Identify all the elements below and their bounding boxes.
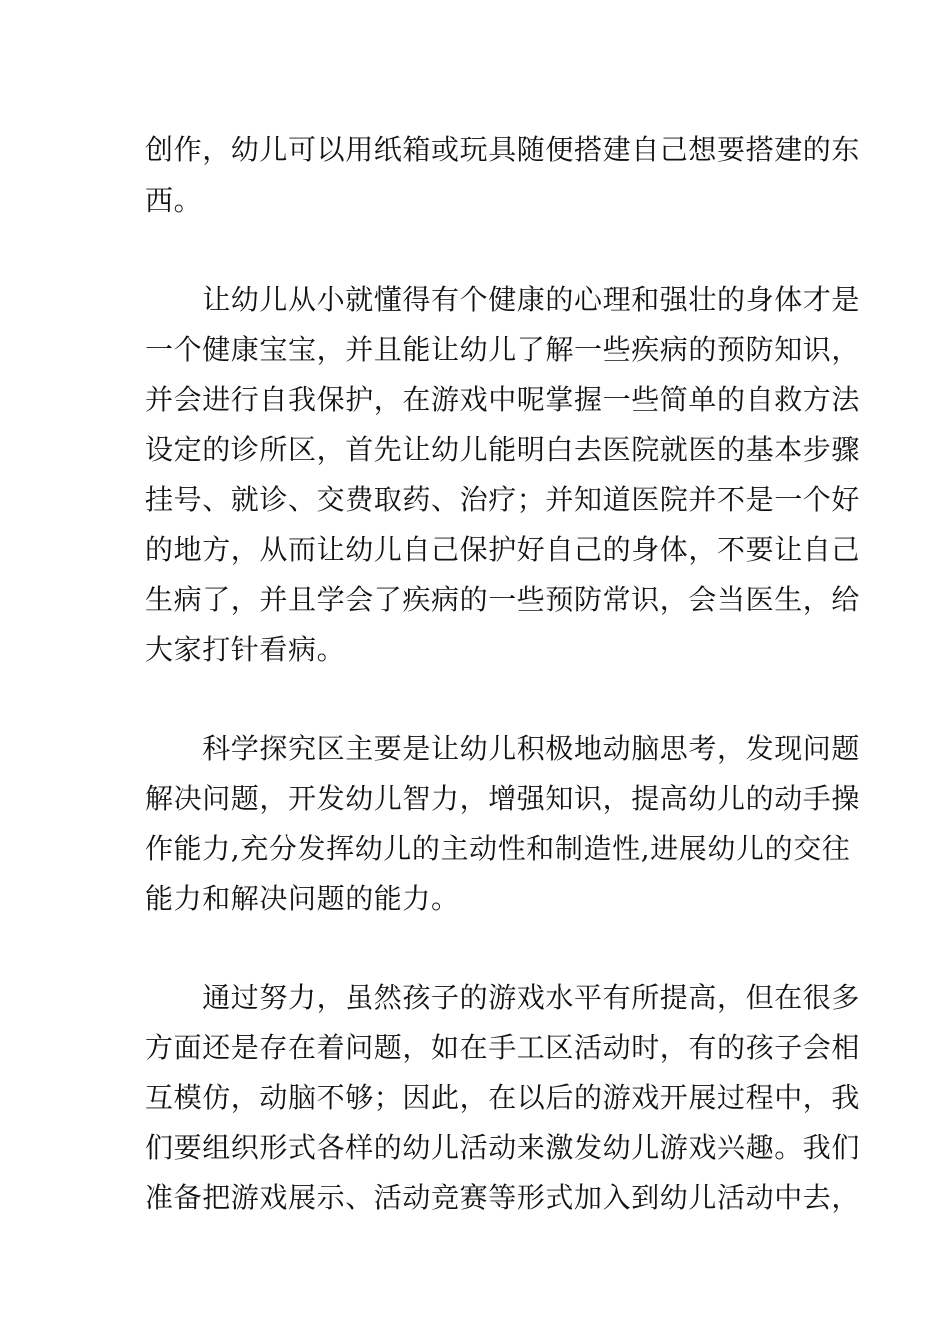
text-line: 互模仿，动脑不够；因此，在以后的游戏开展过程中，我	[145, 1081, 861, 1114]
text-line: 的地方，从而让幼儿自己保护好自己的身体，不要让自己	[145, 533, 861, 566]
text-line: 西。	[145, 184, 203, 217]
text-line: 并会进行自我保护，在游戏中呢掌握一些简单的自救方法	[145, 383, 861, 416]
text-line: 大家打针看病。	[145, 633, 346, 666]
text-line: 准备把游戏展示、活动竞赛等形式加入到幼儿活动中去，	[145, 1181, 861, 1214]
text-line: 挂号、就诊、交费取药、治疗；并知道医院并不是一个好	[145, 483, 861, 516]
text-line: 们要组织形式各样的幼儿活动来激发幼儿游戏兴趣。我们	[145, 1131, 861, 1164]
text-line: 方面还是存在着问题，如在手工区活动时，有的孩子会相	[145, 1031, 861, 1064]
text-line: 作能力,充分发挥幼儿的主动性和制造性,进展幼儿的交往	[145, 832, 851, 865]
text-line: 创作，幼儿可以用纸箱或玩具随便搭建自己想要搭建的东	[145, 133, 861, 166]
text-line: 能力和解决问题的能力。	[145, 882, 460, 915]
text-line: 解决问题，开发幼儿智力，增强知识，提高幼儿的动手操	[145, 782, 861, 815]
text-line: 科学探究区主要是让幼儿积极地动脑思考，发现问题	[145, 732, 861, 765]
text-line: 生病了，并且学会了疾病的一些预防常识，会当医生，给	[145, 583, 861, 616]
text-line: 让幼儿从小就懂得有个健康的心理和强壮的身体才是	[145, 283, 861, 316]
text-line: 通过努力，虽然孩子的游戏水平有所提高，但在很多	[145, 981, 861, 1014]
text-line: 设定的诊所区，首先让幼儿能明白去医院就医的基本步骤	[145, 433, 861, 466]
text-line: 一个健康宝宝，并且能让幼儿了解一些疾病的预防知识，	[145, 333, 861, 366]
